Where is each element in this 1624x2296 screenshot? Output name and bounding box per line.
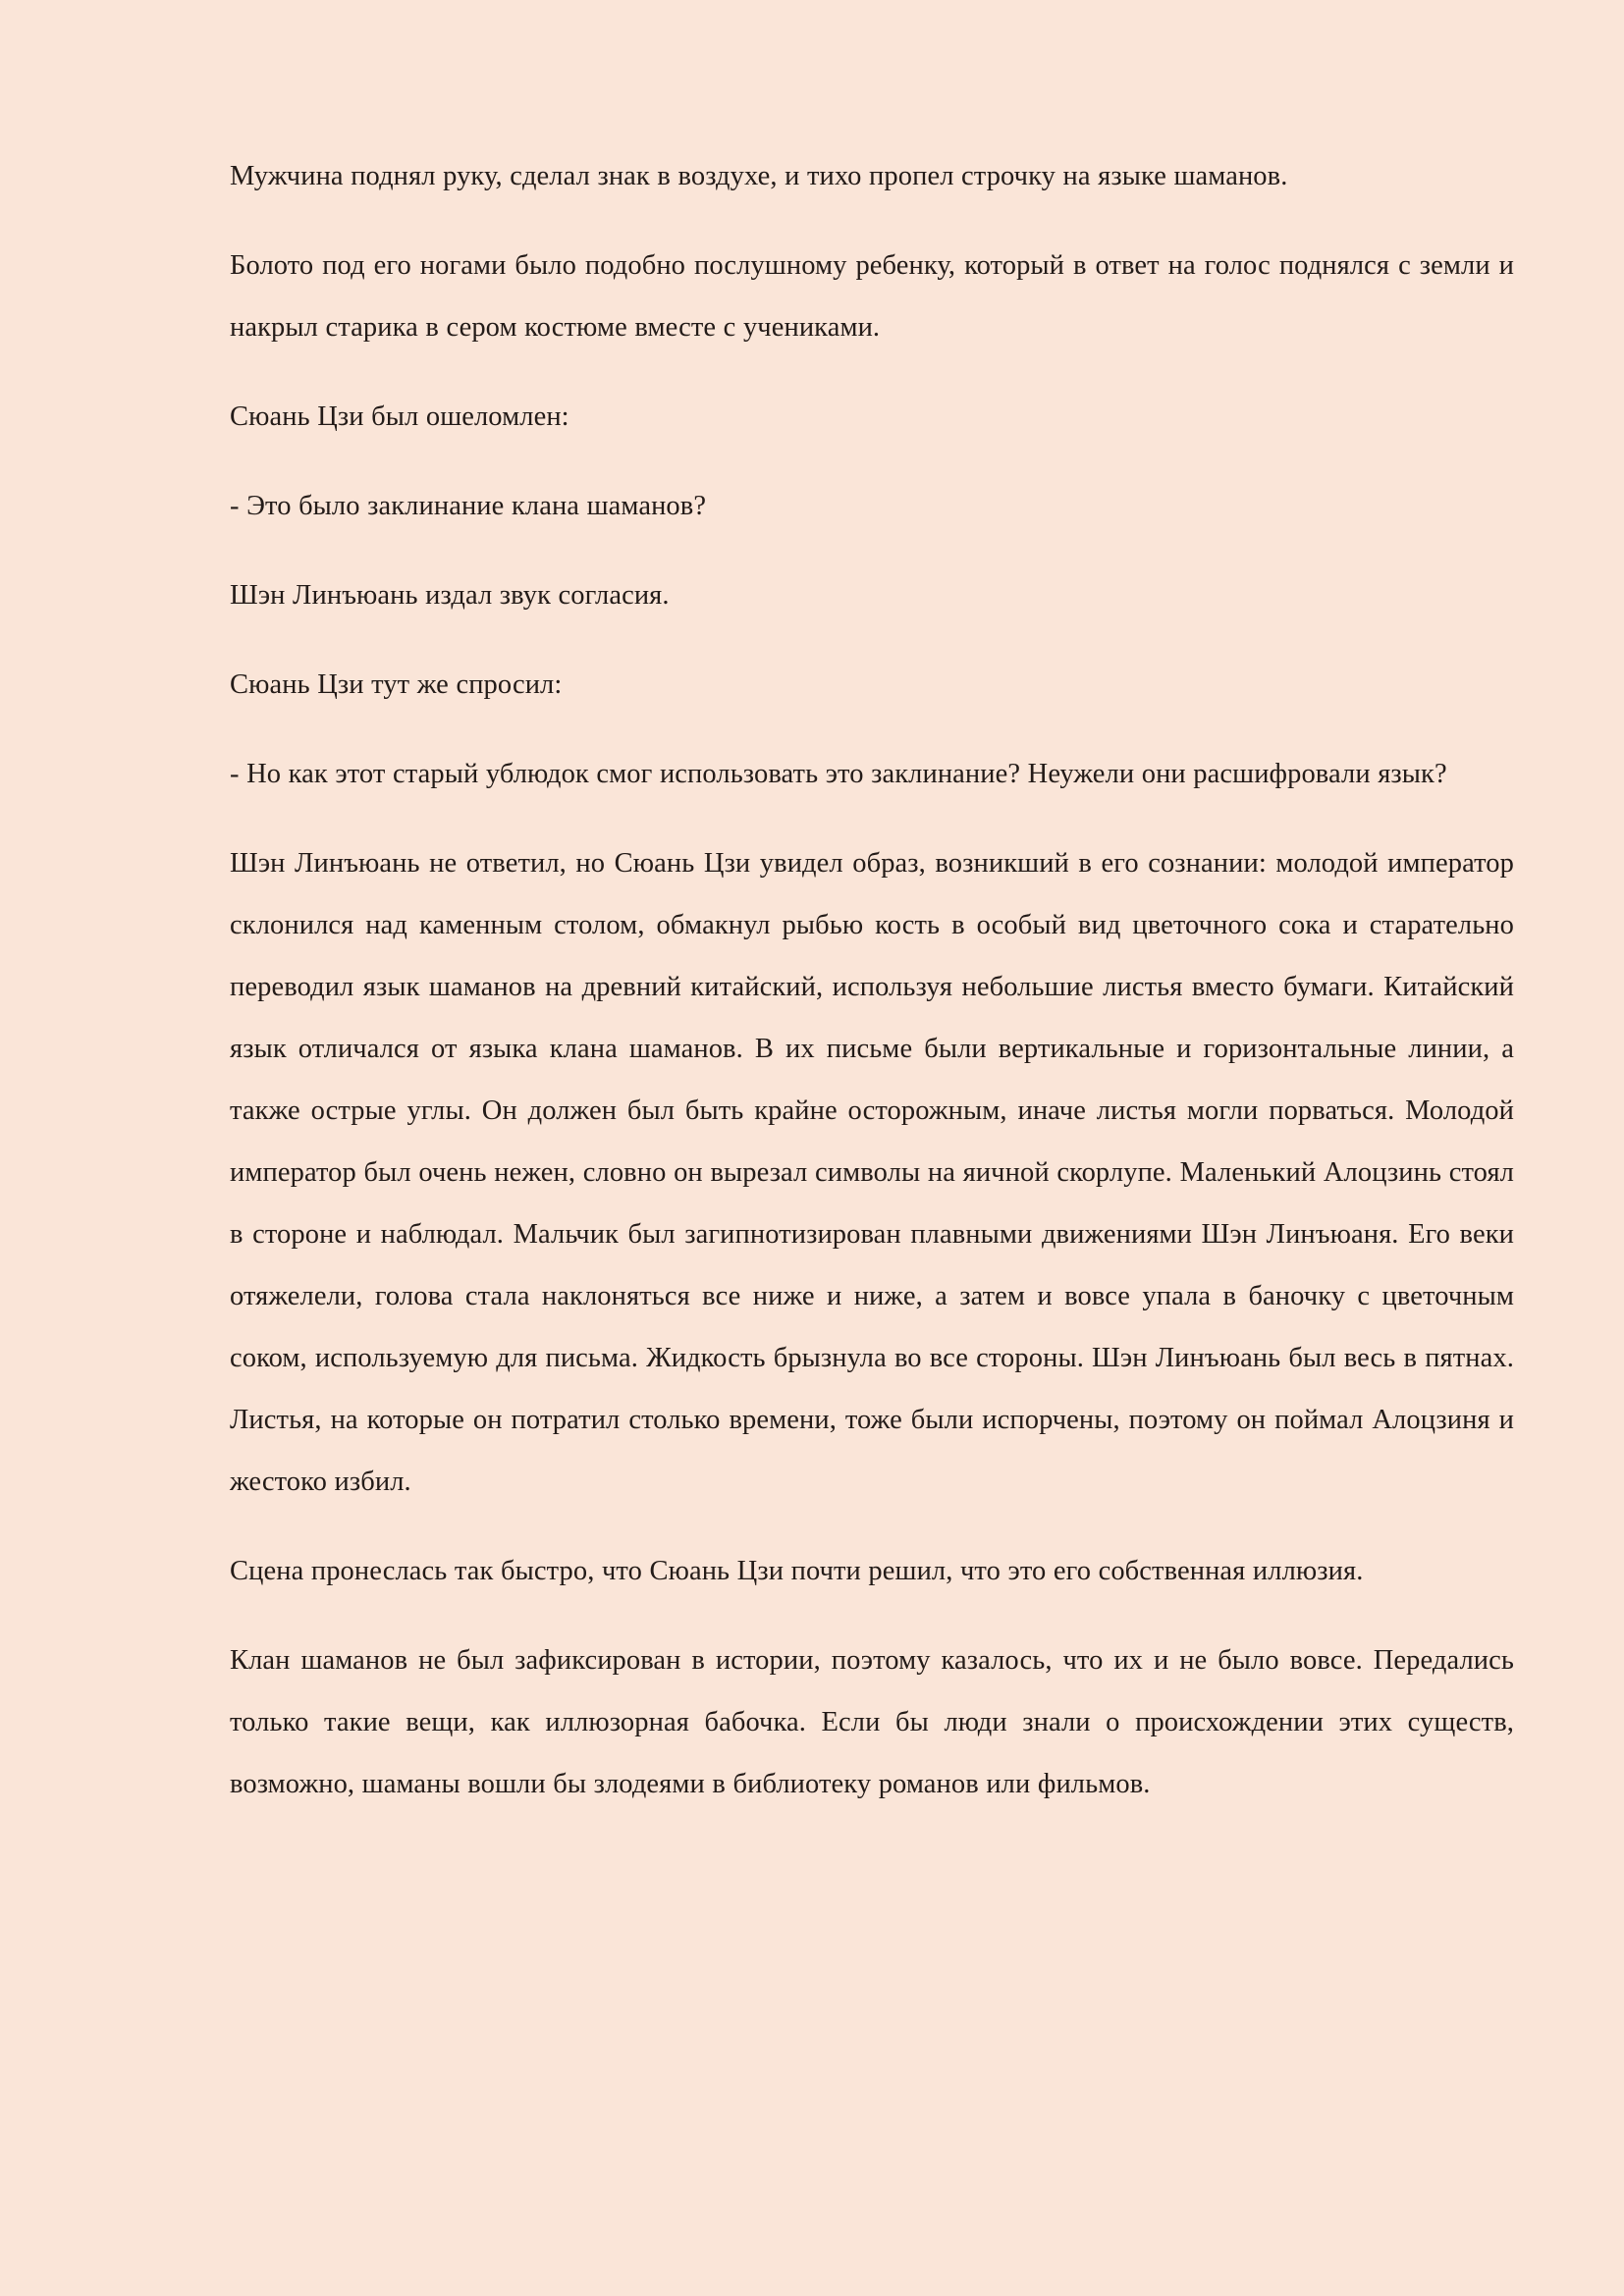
paragraph-8-long: Шэн Линъюань не ответил, но Сюань Цзи увидел образ, возникший в его сознании: молодой император склонился над каменным столом, обмакнул рыбью кость в особый вид цветочного сока и старательно переводил язык шаманов на древний китайский, используя небольшие листья вместо бумаги. Китайский язык отличался от языка клана шаманов. В их письме были вертикальные и горизонтальные линии, а также острые углы. Он должен был быть крайне осторожным, иначе листья могли порваться. Молодой император был очень нежен, словно он вырезал символы на яичной скорлупе. Маленький Алоцзинь стоял в стороне и наблюдал. Мальчик был загипнотизирован плавными движениями Шэн Линъюаня. Его веки отяжелели, голова стала наклоняться все ниже и ниже, а затем и вовсе упала в баночку с цветочным соком, используемую для письма. Жидкость брызнула во все стороны. Шэн Линъюань был весь в пятнах. Листья, на которые он потратил столько времени, тоже были испорчены, поэтому он поймал Алоцзиня и жестоко избил. — [230, 848, 1514, 1497]
text-column — [230, 145, 1514, 1815]
paragraph-9: Сцена пронеслась так быстро, что Сюань Цзи почти решил, что это его собственная иллюзия. — [230, 1556, 1364, 1586]
paragraph-4-dialogue: - Это было заклинание клана шаманов? — [230, 491, 707, 521]
paragraph-1: Мужчина поднял руку, сделал знак в воздухе, и тихо пропел строчку на языке шаманов. — [230, 161, 1288, 191]
paragraph-2: Болото под его ногами было подобно послушному ребенку, который в ответ на голос поднялся с земли и накрыл старика в сером костюме вместе с учениками. — [230, 250, 1514, 343]
paragraph-7-dialogue: - Но как этот старый ублюдок смог использовать это заклинание? Неужели они расшифровали язык? — [230, 759, 1447, 789]
paragraph-5: Шэн Линъюань издал звук согласия. — [230, 580, 670, 611]
paragraph-10: Клан шаманов не был зафиксирован в истории, поэтому казалось, что их и не было вовсе. Передались только такие вещи, как иллюзорная бабочка. Если бы люди знали о происхождении этих существ, возможно, шаманы вошли бы злодеями в библиотеку романов или фильмов. — [230, 1645, 1514, 1799]
paragraph-6: Сюань Цзи тут же спросил: — [230, 669, 563, 700]
paragraph-3: Сюань Цзи был ошеломлен: — [230, 401, 569, 432]
